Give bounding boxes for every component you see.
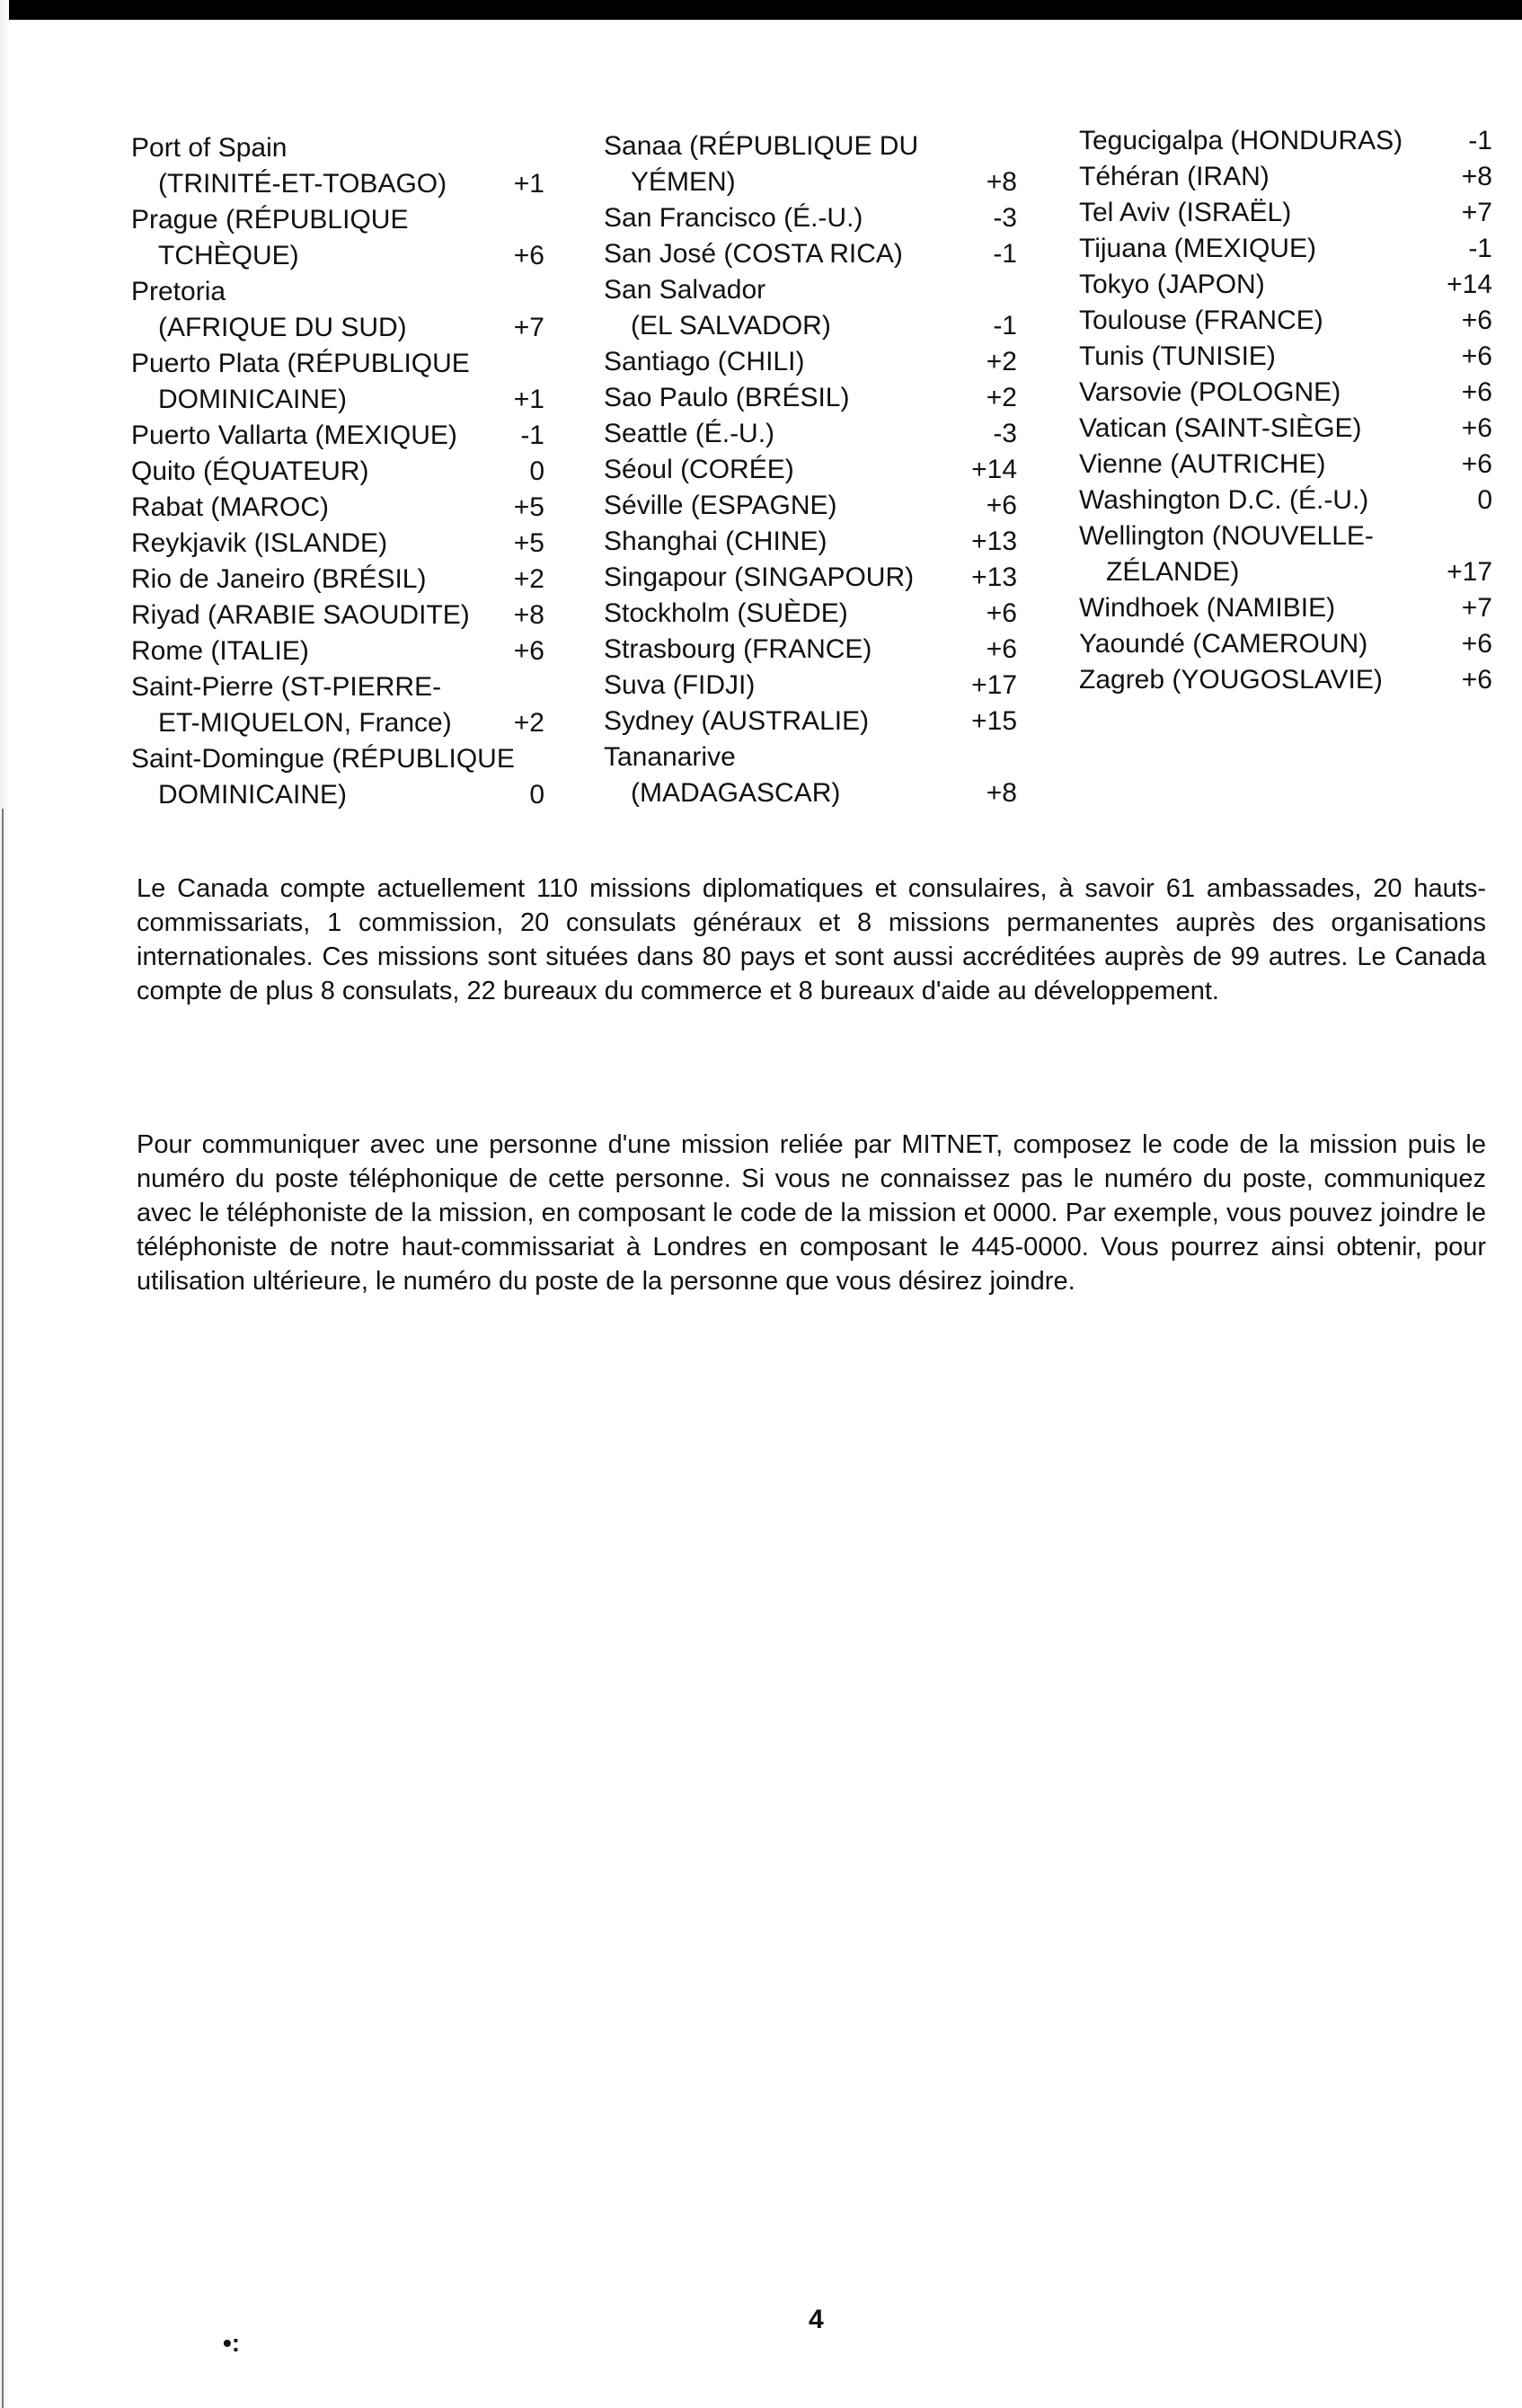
- city-entry: [604, 200, 1017, 236]
- scan-top-border: [0, 0, 1522, 20]
- time-offset: 0: [529, 780, 544, 810]
- column-1: [131, 130, 544, 813]
- country-line: DOMINICAINE): [158, 385, 347, 414]
- time-offset: -1: [520, 421, 544, 450]
- city-name: Tegucigalpa (HONDURAS): [1079, 126, 1403, 155]
- time-offset: +6: [986, 491, 1017, 520]
- city-name: Vatican (SAINT-SIÈGE): [1079, 413, 1362, 443]
- city-entry: [1079, 662, 1492, 698]
- city-entry: [1079, 411, 1492, 447]
- city-name: Vienne (AUTRICHE): [1079, 449, 1326, 479]
- time-offset: +6: [1461, 665, 1492, 695]
- city-entry: [604, 488, 1017, 524]
- country-line: (EL SALVADOR): [631, 311, 831, 341]
- city-name: Tananarive: [604, 742, 736, 772]
- country-line: YÉMEN): [631, 167, 736, 197]
- time-offset: 0: [529, 456, 544, 486]
- city-entry: [131, 490, 544, 526]
- country-line: ET-MIQUELON, France): [158, 708, 452, 738]
- city-entry: [604, 739, 1017, 811]
- time-offset: +8: [986, 167, 1017, 197]
- time-offset: +6: [1461, 449, 1492, 479]
- city-name: Seattle (É.-U.): [604, 419, 775, 448]
- time-offset: +7: [1461, 198, 1492, 227]
- city-name: Riyad (ARABIE SAOUDITE): [131, 600, 470, 630]
- time-offset: +6: [513, 636, 544, 666]
- time-offset: +1: [513, 169, 544, 199]
- city-entry: [604, 380, 1017, 416]
- city-name: Port of Spain: [131, 133, 288, 163]
- country-line: (MADAGASCAR): [631, 778, 841, 808]
- country-line: (AFRIQUE DU SUD): [158, 313, 407, 342]
- margin-mark: •:: [223, 2329, 241, 2357]
- city-name: Strasbourg (FRANCE): [604, 634, 872, 664]
- time-offset: +13: [971, 527, 1017, 556]
- time-offset: +2: [986, 383, 1017, 412]
- city-entry: [1079, 159, 1492, 195]
- city-name: Singapour (SINGAPOUR): [604, 562, 915, 592]
- time-offset: +8: [513, 600, 544, 630]
- city-name: Rome (ITALIE): [131, 636, 309, 666]
- time-offset: +6: [1461, 341, 1492, 371]
- country-line: TCHÈQUE): [158, 241, 299, 270]
- city-entry: [131, 418, 544, 454]
- city-name: San Francisco (É.-U.): [604, 203, 863, 233]
- city-name: Saint-Domingue (RÉPUBLIQUE: [131, 744, 515, 774]
- time-offset: +2: [513, 564, 544, 594]
- time-offset: -1: [1468, 234, 1492, 263]
- column-3: [1079, 123, 1492, 698]
- city-entry: [1079, 482, 1492, 518]
- city-entry: [1079, 447, 1492, 482]
- city-entry: [131, 598, 544, 633]
- time-offset: +17: [971, 670, 1017, 700]
- city-entry: [604, 344, 1017, 380]
- time-offset: +6: [986, 598, 1017, 628]
- city-entry: [1079, 590, 1492, 626]
- city-entry: [604, 560, 1017, 596]
- city-name: Tijuana (MEXIQUE): [1079, 234, 1316, 263]
- country-line: (TRINITÉ-ET-TOBAGO): [158, 169, 447, 199]
- city-name: Wellington (NOUVELLE-: [1079, 521, 1374, 551]
- time-offset: +17: [1447, 557, 1492, 587]
- city-entry: [131, 274, 544, 346]
- city-entry: [131, 454, 544, 490]
- city-entry: [1079, 518, 1492, 590]
- country-line: DOMINICAINE): [158, 780, 347, 810]
- city-entry: [1079, 123, 1492, 159]
- time-offset: +2: [513, 708, 544, 738]
- page-number: 4: [809, 2305, 824, 2334]
- time-offset: +1: [513, 385, 544, 414]
- city-entry: [604, 524, 1017, 560]
- city-name: Windhoek (NAMIBIE): [1079, 593, 1336, 623]
- city-entry: [1079, 195, 1492, 231]
- city-entry: [1079, 231, 1492, 267]
- city-entry: [604, 272, 1017, 344]
- city-name: Puerto Vallarta (MEXIQUE): [131, 421, 457, 450]
- time-offset: +6: [986, 634, 1017, 664]
- city-name: Washington D.C. (É.-U.): [1079, 485, 1369, 515]
- city-entry: [604, 596, 1017, 632]
- time-offset: +8: [986, 778, 1017, 808]
- city-entry: [131, 526, 544, 562]
- city-name: Varsovie (POLOGNE): [1079, 377, 1341, 407]
- time-offset: +13: [971, 562, 1017, 592]
- city-name: Sydney (AUSTRALIE): [604, 706, 870, 736]
- city-entry: [131, 346, 544, 418]
- city-entry: [1079, 303, 1492, 339]
- city-name: Suva (FIDJI): [604, 670, 756, 700]
- city-name: Tel Aviv (ISRAËL): [1079, 198, 1292, 227]
- time-offset: -3: [993, 203, 1017, 233]
- city-name: Saint-Pierre (ST-PIERRE-: [131, 672, 442, 702]
- time-offset: -1: [993, 239, 1017, 269]
- city-entry: [604, 416, 1017, 452]
- time-offset: -1: [993, 311, 1017, 341]
- paragraph-mitnet: Pour communiquer avec une personne d'une mission reliée par MITNET, composez le code de la mission puis le numéro du poste téléphonique de cette personne. Si vous ne connaissez pas le numéro du poste, communiquez avec le téléphoniste de la mission, en composant le code de la mission et 0000. Par exemple, vous pouvez joindre le téléphoniste de notre haut-commissariat à Londres en composant le 445-0000. Vous pourrez ainsi obtenir, pour utilisation ultérieure, le numéro du poste de la personne que vous désirez joindre.: [137, 1130, 1486, 1296]
- city-entry: [131, 633, 544, 669]
- city-name: Rio de Janeiro (BRÉSIL): [131, 564, 427, 594]
- city-entry: [604, 632, 1017, 668]
- city-name: Santiago (CHILI): [604, 347, 805, 376]
- city-entry: [131, 669, 544, 741]
- city-entry: [604, 452, 1017, 488]
- binding-line: [2, 809, 4, 2408]
- time-offset: +7: [1461, 593, 1492, 623]
- time-offset: -1: [1468, 126, 1492, 155]
- city-name: Zagreb (YOUGOSLAVIE): [1079, 665, 1383, 695]
- city-entry: [1079, 267, 1492, 303]
- time-offset: +14: [1447, 270, 1492, 299]
- city-name: Rabat (MAROC): [131, 492, 330, 522]
- city-name: Séville (ESPAGNE): [604, 491, 837, 520]
- city-entry: [604, 668, 1017, 704]
- city-entry: [1079, 375, 1492, 411]
- city-entry: [604, 236, 1017, 272]
- city-entry: [131, 562, 544, 598]
- city-entry: [604, 704, 1017, 739]
- column-2: [604, 128, 1017, 811]
- time-offset: +8: [1461, 162, 1492, 191]
- paragraph-missions: Le Canada compte actuellement 110 missions diplomatiques et consulaires, à savoir 61 ambassades, 20 hauts-commissariats, 1 commission, 20 consulats généraux et 8 missions permanentes auprès des organisations internationales. Ces missions sont situées dans 80 pays et sont aussi accréditées auprès de 99 autres. Le Canada compte de plus 8 consulats, 22 bureaux du commerce et 8 bureaux d'aide au développement.: [137, 874, 1486, 1005]
- city-name: Pretoria: [131, 277, 226, 306]
- city-entry: [604, 128, 1017, 200]
- city-entry: [131, 202, 544, 274]
- city-name: Shanghai (CHINE): [604, 527, 827, 556]
- time-offset: +6: [513, 241, 544, 270]
- city-name: Reykjavik (ISLANDE): [131, 528, 388, 558]
- time-offset: +2: [986, 347, 1017, 376]
- time-offset: +6: [1461, 629, 1492, 659]
- time-offset: +5: [513, 528, 544, 558]
- time-offset: +6: [1461, 305, 1492, 335]
- time-offset: 0: [1477, 485, 1492, 515]
- city-entry: [131, 130, 544, 202]
- city-name: Tunis (TUNISIE): [1079, 341, 1276, 371]
- city-name: Sao Paulo (BRÉSIL): [604, 383, 850, 412]
- city-name: Téhéran (IRAN): [1079, 162, 1270, 191]
- city-name: Sanaa (RÉPUBLIQUE DU: [604, 131, 919, 161]
- city-name: Yaoundé (CAMEROUN): [1079, 629, 1368, 659]
- time-offset: +15: [971, 706, 1017, 736]
- time-offset: +6: [1461, 413, 1492, 443]
- time-offset: +6: [1461, 377, 1492, 407]
- time-offset: -3: [993, 419, 1017, 448]
- country-line: ZÉLANDE): [1106, 557, 1240, 587]
- city-name: San José (COSTA RICA): [604, 239, 903, 269]
- city-name: Séoul (CORÉE): [604, 455, 794, 484]
- city-entry: [131, 741, 544, 813]
- city-name: Prague (RÉPUBLIQUE: [131, 205, 409, 235]
- city-name: San Salvador: [604, 275, 766, 305]
- time-zone-columns: [0, 126, 1522, 813]
- time-offset: +7: [513, 313, 544, 342]
- city-name: Tokyo (JAPON): [1079, 270, 1265, 299]
- city-name: Stockholm (SUÈDE): [604, 598, 848, 628]
- city-name: Puerto Plata (RÉPUBLIQUE: [131, 349, 470, 378]
- city-name: Toulouse (FRANCE): [1079, 305, 1323, 335]
- city-name: Quito (ÉQUATEUR): [131, 456, 369, 486]
- city-entry: [1079, 339, 1492, 375]
- city-entry: [1079, 626, 1492, 662]
- time-offset: +14: [971, 455, 1017, 484]
- time-offset: +5: [513, 492, 544, 522]
